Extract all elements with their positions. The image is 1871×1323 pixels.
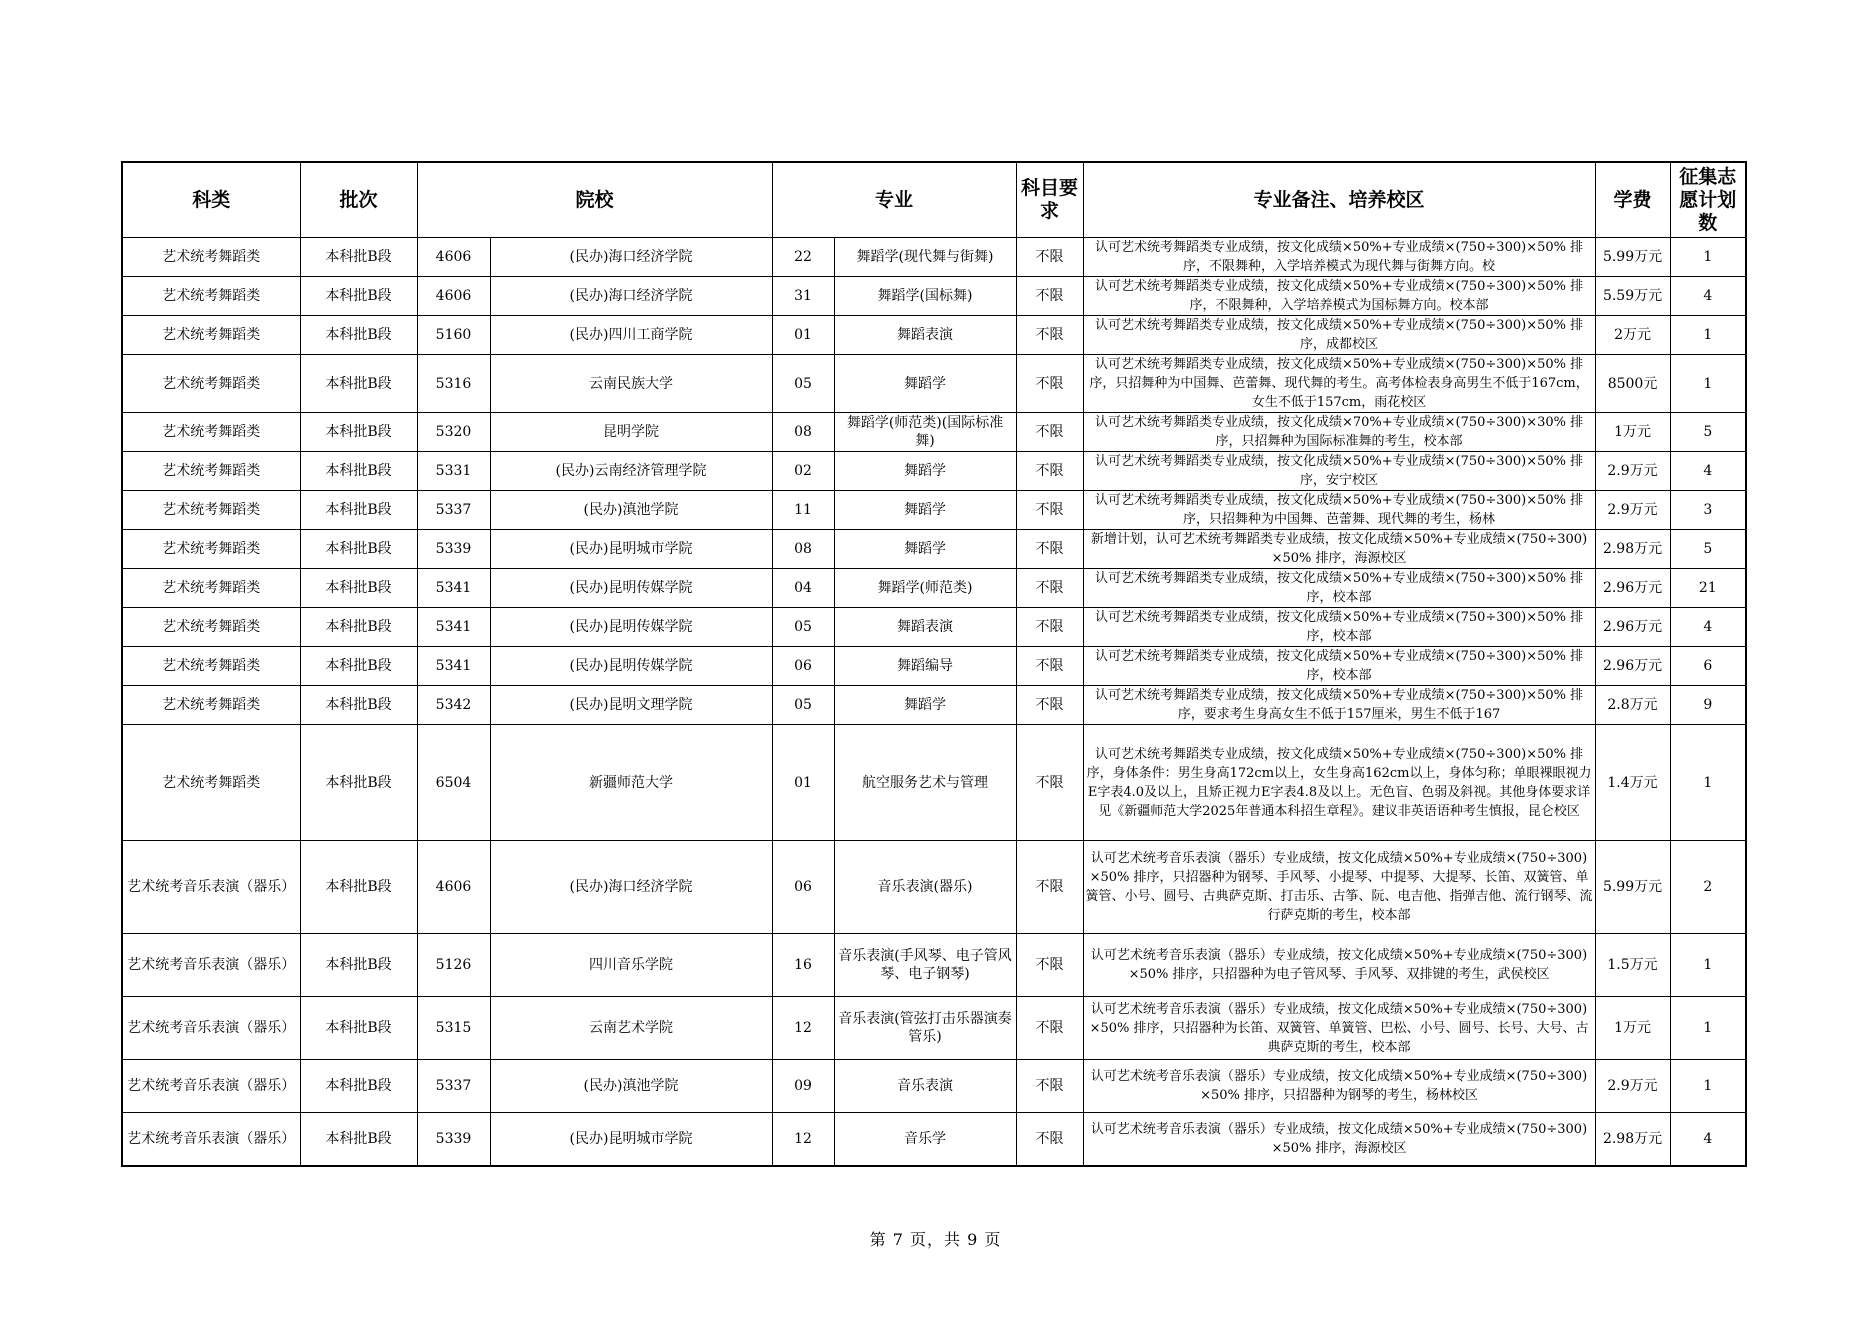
category-cell: 艺术统考音乐表演（器乐） bbox=[122, 1113, 300, 1166]
school-name-cell: (民办)海口经济学院 bbox=[490, 277, 772, 316]
school-name-cell: (民办)滇池学院 bbox=[490, 491, 772, 530]
category-cell: 艺术统考舞蹈类 bbox=[122, 647, 300, 686]
header-plan: 征集志愿计划数 bbox=[1670, 162, 1746, 238]
table-row bbox=[122, 355, 1746, 413]
remark-text: 认可艺术统考舞蹈类专业成绩，按文化成绩×50%+专业成绩×(750÷300)×50% 排序，不限舞种，入学培养模式为现代舞与街舞方向。校 bbox=[1094, 240, 1584, 274]
school-name-cell: (民办)昆明传媒学院 bbox=[490, 608, 772, 647]
school-code-cell: 5341 bbox=[417, 608, 490, 647]
batch-cell: 本科批B段 bbox=[300, 1113, 417, 1166]
table-row bbox=[122, 569, 1746, 608]
table-row bbox=[122, 277, 1746, 316]
subject-cell: 不限 bbox=[1016, 530, 1083, 569]
subject-cell: 不限 bbox=[1016, 647, 1083, 686]
table-row bbox=[122, 841, 1746, 934]
major-name-cell: 舞蹈学 bbox=[834, 530, 1016, 569]
remark-text: 认可艺术统考舞蹈类专业成绩，按文化成绩×50%+专业成绩×(750÷300)×50% 排序，要求考生身高女生不低于157厘米，男生不低于167 bbox=[1094, 688, 1584, 722]
remark-cell bbox=[1083, 997, 1595, 1060]
subject-cell: 不限 bbox=[1016, 1113, 1083, 1166]
table-body bbox=[122, 238, 1746, 1166]
major-code-cell: 04 bbox=[772, 569, 834, 608]
remark-text: 认可艺术统考舞蹈类专业成绩，按文化成绩×50%+专业成绩×(750÷300)×50% 排序，安宁校区 bbox=[1094, 454, 1584, 488]
table-row bbox=[122, 608, 1746, 647]
major-name-cell: 航空服务艺术与管理 bbox=[834, 725, 1016, 841]
admission-table-wrapper bbox=[121, 161, 1745, 1167]
school-name-cell: (民办)昆明传媒学院 bbox=[490, 647, 772, 686]
table-row bbox=[122, 316, 1746, 355]
header-batch: 批次 bbox=[300, 162, 417, 238]
major-name-cell: 音乐表演 bbox=[834, 1060, 1016, 1113]
tuition-cell: 2.9万元 bbox=[1595, 452, 1670, 491]
plan-cell: 1 bbox=[1670, 934, 1746, 997]
school-code-cell: 4606 bbox=[417, 277, 490, 316]
batch-cell: 本科批B段 bbox=[300, 238, 417, 277]
major-name-cell: 舞蹈表演 bbox=[834, 316, 1016, 355]
plan-cell: 1 bbox=[1670, 997, 1746, 1060]
header-major: 专业 bbox=[772, 162, 1016, 238]
school-name-cell: (民办)昆明文理学院 bbox=[490, 686, 772, 725]
header-row bbox=[122, 162, 1746, 238]
remark-text: 认可艺术统考音乐表演（器乐）专业成绩，按文化成绩×50%+专业成绩×(750÷300)×50% 排序，只招器种为钢琴、手风琴、小提琴、中提琴、大提琴、长笛、双簧管、单簧管、小号、圆号、古典萨克斯、打击乐、古筝、阮、电吉他、指弹吉他、流行钢琴、流行萨克斯的考生，校本部 bbox=[1085, 851, 1593, 923]
table-row bbox=[122, 686, 1746, 725]
table-row bbox=[122, 1113, 1746, 1166]
remark-text: 认可艺术统考舞蹈类专业成绩，按文化成绩×70%+专业成绩×(750÷300)×30% 排序，只招舞种为国际标准舞的考生，校本部 bbox=[1094, 415, 1584, 449]
remark-cell bbox=[1083, 413, 1595, 452]
tuition-cell: 2.98万元 bbox=[1595, 1113, 1670, 1166]
major-code-cell: 05 bbox=[772, 608, 834, 647]
school-code-cell: 5160 bbox=[417, 316, 490, 355]
school-code-cell: 5341 bbox=[417, 647, 490, 686]
school-code-cell: 5342 bbox=[417, 686, 490, 725]
remark-cell bbox=[1083, 934, 1595, 997]
remark-text: 认可艺术统考音乐表演（器乐）专业成绩，按文化成绩×50%+专业成绩×(750÷300)×50% 排序，只招器种为钢琴的考生，杨林校区 bbox=[1090, 1069, 1588, 1103]
admission-table bbox=[121, 161, 1747, 1167]
category-cell: 艺术统考舞蹈类 bbox=[122, 686, 300, 725]
school-code-cell: 5315 bbox=[417, 997, 490, 1060]
major-code-cell: 22 bbox=[772, 238, 834, 277]
plan-cell: 1 bbox=[1670, 355, 1746, 413]
batch-cell: 本科批B段 bbox=[300, 841, 417, 934]
major-name-cell: 舞蹈学(师范类) bbox=[834, 569, 1016, 608]
header-school: 院校 bbox=[417, 162, 772, 238]
table-row bbox=[122, 647, 1746, 686]
school-name-cell: (民办)滇池学院 bbox=[490, 1060, 772, 1113]
school-name-cell: (民办)海口经济学院 bbox=[490, 238, 772, 277]
tuition-cell: 5.99万元 bbox=[1595, 238, 1670, 277]
major-name-cell: 音乐学 bbox=[834, 1113, 1016, 1166]
remark-cell bbox=[1083, 355, 1595, 413]
header-subject: 科目要求 bbox=[1016, 162, 1083, 238]
remark-cell bbox=[1083, 530, 1595, 569]
subject-cell: 不限 bbox=[1016, 277, 1083, 316]
tuition-cell: 2.9万元 bbox=[1595, 1060, 1670, 1113]
header-category: 科类 bbox=[122, 162, 300, 238]
major-code-cell: 12 bbox=[772, 997, 834, 1060]
plan-cell: 3 bbox=[1670, 491, 1746, 530]
tuition-cell: 2万元 bbox=[1595, 316, 1670, 355]
plan-cell: 1 bbox=[1670, 316, 1746, 355]
major-code-cell: 16 bbox=[772, 934, 834, 997]
tuition-cell: 5.59万元 bbox=[1595, 277, 1670, 316]
major-code-cell: 02 bbox=[772, 452, 834, 491]
major-code-cell: 01 bbox=[772, 725, 834, 841]
batch-cell: 本科批B段 bbox=[300, 355, 417, 413]
plan-cell: 9 bbox=[1670, 686, 1746, 725]
major-name-cell: 舞蹈学 bbox=[834, 452, 1016, 491]
plan-cell: 4 bbox=[1670, 452, 1746, 491]
school-name-cell: (民办)昆明城市学院 bbox=[490, 1113, 772, 1166]
remark-cell bbox=[1083, 277, 1595, 316]
school-code-cell: 5331 bbox=[417, 452, 490, 491]
remark-text: 认可艺术统考舞蹈类专业成绩，按文化成绩×50%+专业成绩×(750÷300)×50% 排序，只招舞种为中国舞、芭蕾舞、现代舞的考生，杨林 bbox=[1094, 493, 1584, 527]
school-name-cell: (民办)昆明城市学院 bbox=[490, 530, 772, 569]
remark-text: 认可艺术统考舞蹈类专业成绩，按文化成绩×50%+专业成绩×(750÷300)×50% 排序，校本部 bbox=[1094, 571, 1584, 605]
major-name-cell: 音乐表演(器乐) bbox=[834, 841, 1016, 934]
major-code-cell: 09 bbox=[772, 1060, 834, 1113]
major-name-cell: 舞蹈表演 bbox=[834, 608, 1016, 647]
remark-cell bbox=[1083, 452, 1595, 491]
subject-cell: 不限 bbox=[1016, 569, 1083, 608]
major-code-cell: 12 bbox=[772, 1113, 834, 1166]
batch-cell: 本科批B段 bbox=[300, 725, 417, 841]
page-footer: 第 7 页，共 9 页 bbox=[869, 1230, 1002, 1249]
tuition-cell: 1万元 bbox=[1595, 997, 1670, 1060]
plan-cell: 1 bbox=[1670, 238, 1746, 277]
remark-cell bbox=[1083, 725, 1595, 841]
batch-cell: 本科批B段 bbox=[300, 1060, 417, 1113]
tuition-cell: 2.8万元 bbox=[1595, 686, 1670, 725]
subject-cell: 不限 bbox=[1016, 1060, 1083, 1113]
subject-cell: 不限 bbox=[1016, 355, 1083, 413]
tuition-cell: 2.96万元 bbox=[1595, 569, 1670, 608]
school-name-cell: (民办)云南经济管理学院 bbox=[490, 452, 772, 491]
category-cell: 艺术统考舞蹈类 bbox=[122, 608, 300, 647]
remark-cell bbox=[1083, 647, 1595, 686]
remark-cell bbox=[1083, 608, 1595, 647]
table-row bbox=[122, 238, 1746, 277]
category-cell: 艺术统考舞蹈类 bbox=[122, 491, 300, 530]
school-name-cell: 四川音乐学院 bbox=[490, 934, 772, 997]
tuition-cell: 1万元 bbox=[1595, 413, 1670, 452]
remark-cell bbox=[1083, 1060, 1595, 1113]
category-cell: 艺术统考舞蹈类 bbox=[122, 725, 300, 841]
remark-cell bbox=[1083, 841, 1595, 934]
category-cell: 艺术统考舞蹈类 bbox=[122, 277, 300, 316]
plan-cell: 5 bbox=[1670, 530, 1746, 569]
school-code-cell: 6504 bbox=[417, 725, 490, 841]
batch-cell: 本科批B段 bbox=[300, 452, 417, 491]
remark-text: 认可艺术统考舞蹈类专业成绩，按文化成绩×50%+专业成绩×(750÷300)×50% 排序，成都校区 bbox=[1094, 318, 1584, 352]
tuition-cell: 8500元 bbox=[1595, 355, 1670, 413]
subject-cell: 不限 bbox=[1016, 413, 1083, 452]
remark-cell bbox=[1083, 491, 1595, 530]
category-cell: 艺术统考舞蹈类 bbox=[122, 413, 300, 452]
remark-text: 认可艺术统考舞蹈类专业成绩，按文化成绩×50%+专业成绩×(750÷300)×50% 排序，校本部 bbox=[1094, 610, 1584, 644]
batch-cell: 本科批B段 bbox=[300, 608, 417, 647]
school-name-cell: (民办)昆明传媒学院 bbox=[490, 569, 772, 608]
school-name-cell: 云南艺术学院 bbox=[490, 997, 772, 1060]
batch-cell: 本科批B段 bbox=[300, 491, 417, 530]
remark-cell bbox=[1083, 1113, 1595, 1166]
subject-cell: 不限 bbox=[1016, 934, 1083, 997]
category-cell: 艺术统考舞蹈类 bbox=[122, 452, 300, 491]
category-cell: 艺术统考音乐表演（器乐） bbox=[122, 997, 300, 1060]
batch-cell: 本科批B段 bbox=[300, 316, 417, 355]
plan-cell: 6 bbox=[1670, 647, 1746, 686]
subject-cell: 不限 bbox=[1016, 316, 1083, 355]
major-code-cell: 08 bbox=[772, 413, 834, 452]
category-cell: 艺术统考舞蹈类 bbox=[122, 316, 300, 355]
plan-cell: 2 bbox=[1670, 841, 1746, 934]
major-name-cell: 舞蹈学 bbox=[834, 355, 1016, 413]
school-code-cell: 5339 bbox=[417, 530, 490, 569]
major-code-cell: 05 bbox=[772, 686, 834, 725]
table-row bbox=[122, 997, 1746, 1060]
school-code-cell: 5339 bbox=[417, 1113, 490, 1166]
batch-cell: 本科批B段 bbox=[300, 530, 417, 569]
school-code-cell: 5316 bbox=[417, 355, 490, 413]
remark-text: 认可艺术统考舞蹈类专业成绩，按文化成绩×50%+专业成绩×(750÷300)×50% 排序，只招舞种为中国舞、芭蕾舞、现代舞的考生。高考体检表身高男生不低于167cm，女生不低于157cm，雨花校区 bbox=[1089, 357, 1589, 410]
table-row bbox=[122, 725, 1746, 841]
plan-cell: 1 bbox=[1670, 1060, 1746, 1113]
school-code-cell: 5337 bbox=[417, 491, 490, 530]
batch-cell: 本科批B段 bbox=[300, 997, 417, 1060]
table-row bbox=[122, 491, 1746, 530]
school-code-cell: 5320 bbox=[417, 413, 490, 452]
header-tuition: 学费 bbox=[1595, 162, 1670, 238]
batch-cell: 本科批B段 bbox=[300, 413, 417, 452]
remark-text: 认可艺术统考音乐表演（器乐）专业成绩，按文化成绩×50%+专业成绩×(750÷300)×50% 排序，海源校区 bbox=[1090, 1121, 1588, 1156]
header-remarks: 专业备注、培养校区 bbox=[1083, 162, 1595, 238]
tuition-cell: 2.9万元 bbox=[1595, 491, 1670, 530]
major-name-cell: 舞蹈学(国标舞) bbox=[834, 277, 1016, 316]
subject-cell: 不限 bbox=[1016, 841, 1083, 934]
school-code-cell: 5337 bbox=[417, 1060, 490, 1113]
subject-cell: 不限 bbox=[1016, 725, 1083, 841]
remark-text: 新增计划，认可艺术统考舞蹈类专业成绩，按文化成绩×50%+专业成绩×(750÷300)×50% 排序，海源校区 bbox=[1090, 532, 1588, 566]
subject-cell: 不限 bbox=[1016, 686, 1083, 725]
school-name-cell: (民办)海口经济学院 bbox=[490, 841, 772, 934]
school-code-cell: 5126 bbox=[417, 934, 490, 997]
subject-cell: 不限 bbox=[1016, 238, 1083, 277]
major-name-cell: 音乐表演(手风琴、电子管风琴、电子钢琴) bbox=[834, 934, 1016, 997]
remark-cell bbox=[1083, 316, 1595, 355]
category-cell: 艺术统考舞蹈类 bbox=[122, 530, 300, 569]
batch-cell: 本科批B段 bbox=[300, 647, 417, 686]
plan-cell: 4 bbox=[1670, 608, 1746, 647]
tuition-cell: 2.96万元 bbox=[1595, 647, 1670, 686]
school-name-cell: 云南民族大学 bbox=[490, 355, 772, 413]
school-name-cell: 昆明学院 bbox=[490, 413, 772, 452]
category-cell: 艺术统考舞蹈类 bbox=[122, 355, 300, 413]
major-name-cell: 舞蹈编导 bbox=[834, 647, 1016, 686]
remark-cell bbox=[1083, 686, 1595, 725]
plan-cell: 5 bbox=[1670, 413, 1746, 452]
major-code-cell: 06 bbox=[772, 841, 834, 934]
major-name-cell: 舞蹈学 bbox=[834, 686, 1016, 725]
remark-text: 认可艺术统考舞蹈类专业成绩，按文化成绩×50%+专业成绩×(750÷300)×50% 排序，不限舞种，入学培养模式为国标舞方向。校本部 bbox=[1094, 279, 1584, 313]
major-code-cell: 06 bbox=[772, 647, 834, 686]
table-row bbox=[122, 413, 1746, 452]
category-cell: 艺术统考音乐表演（器乐） bbox=[122, 934, 300, 997]
plan-cell: 21 bbox=[1670, 569, 1746, 608]
remark-cell bbox=[1083, 238, 1595, 277]
major-code-cell: 11 bbox=[772, 491, 834, 530]
table-row bbox=[122, 530, 1746, 569]
category-cell: 艺术统考舞蹈类 bbox=[122, 238, 300, 277]
tuition-cell: 1.4万元 bbox=[1595, 725, 1670, 841]
plan-cell: 4 bbox=[1670, 277, 1746, 316]
subject-cell: 不限 bbox=[1016, 452, 1083, 491]
remark-cell bbox=[1083, 569, 1595, 608]
school-name-cell: (民办)四川工商学院 bbox=[490, 316, 772, 355]
batch-cell: 本科批B段 bbox=[300, 686, 417, 725]
school-code-cell: 5341 bbox=[417, 569, 490, 608]
category-cell: 艺术统考音乐表演（器乐） bbox=[122, 841, 300, 934]
remark-text: 认可艺术统考舞蹈类专业成绩，按文化成绩×50%+专业成绩×(750÷300)×50% 排序，身体条件：男生身高172cm以上，女生身高162cm以上，身体匀称；单眼裸眼视力E字表4.0及以上，且矫正视力E字表4.8及以上。无色盲、色弱及斜视。其他身体要求详见《新疆师范大学2025年普通本科招生章程》。建议非英语语种考生慎报，昆仑校区 bbox=[1086, 746, 1592, 819]
major-code-cell: 01 bbox=[772, 316, 834, 355]
subject-cell: 不限 bbox=[1016, 608, 1083, 647]
category-cell: 艺术统考音乐表演（器乐） bbox=[122, 1060, 300, 1113]
tuition-cell: 2.96万元 bbox=[1595, 608, 1670, 647]
subject-cell: 不限 bbox=[1016, 491, 1083, 530]
batch-cell: 本科批B段 bbox=[300, 277, 417, 316]
school-name-cell: 新疆师范大学 bbox=[490, 725, 772, 841]
major-name-cell: 舞蹈学(现代舞与街舞) bbox=[834, 238, 1016, 277]
remark-text: 认可艺术统考音乐表演（器乐）专业成绩，按文化成绩×50%+专业成绩×(750÷300)×50% 排序，只招器种为电子管风琴、手风琴、双排键的考生，武侯校区 bbox=[1090, 948, 1588, 982]
major-name-cell: 音乐表演(管弦打击乐器演奏管乐) bbox=[834, 997, 1016, 1060]
major-name-cell: 舞蹈学 bbox=[834, 491, 1016, 530]
tuition-cell: 5.99万元 bbox=[1595, 841, 1670, 934]
major-code-cell: 05 bbox=[772, 355, 834, 413]
table-row bbox=[122, 452, 1746, 491]
table-row bbox=[122, 934, 1746, 997]
subject-cell: 不限 bbox=[1016, 997, 1083, 1060]
school-code-cell: 4606 bbox=[417, 238, 490, 277]
major-code-cell: 08 bbox=[772, 530, 834, 569]
major-code-cell: 31 bbox=[772, 277, 834, 316]
remark-text: 认可艺术统考舞蹈类专业成绩，按文化成绩×50%+专业成绩×(750÷300)×50% 排序，校本部 bbox=[1094, 649, 1584, 683]
table-row bbox=[122, 1060, 1746, 1113]
tuition-cell: 1.5万元 bbox=[1595, 934, 1670, 997]
batch-cell: 本科批B段 bbox=[300, 934, 417, 997]
batch-cell: 本科批B段 bbox=[300, 569, 417, 608]
plan-cell: 1 bbox=[1670, 725, 1746, 841]
major-name-cell: 舞蹈学(师范类)(国际标准舞) bbox=[834, 413, 1016, 452]
plan-cell: 4 bbox=[1670, 1113, 1746, 1166]
category-cell: 艺术统考舞蹈类 bbox=[122, 569, 300, 608]
remark-text: 认可艺术统考音乐表演（器乐）专业成绩，按文化成绩×50%+专业成绩×(750÷300)×50% 排序，只招器种为长笛、双簧管、单簧管、巴松、小号、圆号、长号、大号、古典萨克斯的考生，校本部 bbox=[1089, 1001, 1589, 1055]
school-code-cell: 4606 bbox=[417, 841, 490, 934]
tuition-cell: 2.98万元 bbox=[1595, 530, 1670, 569]
